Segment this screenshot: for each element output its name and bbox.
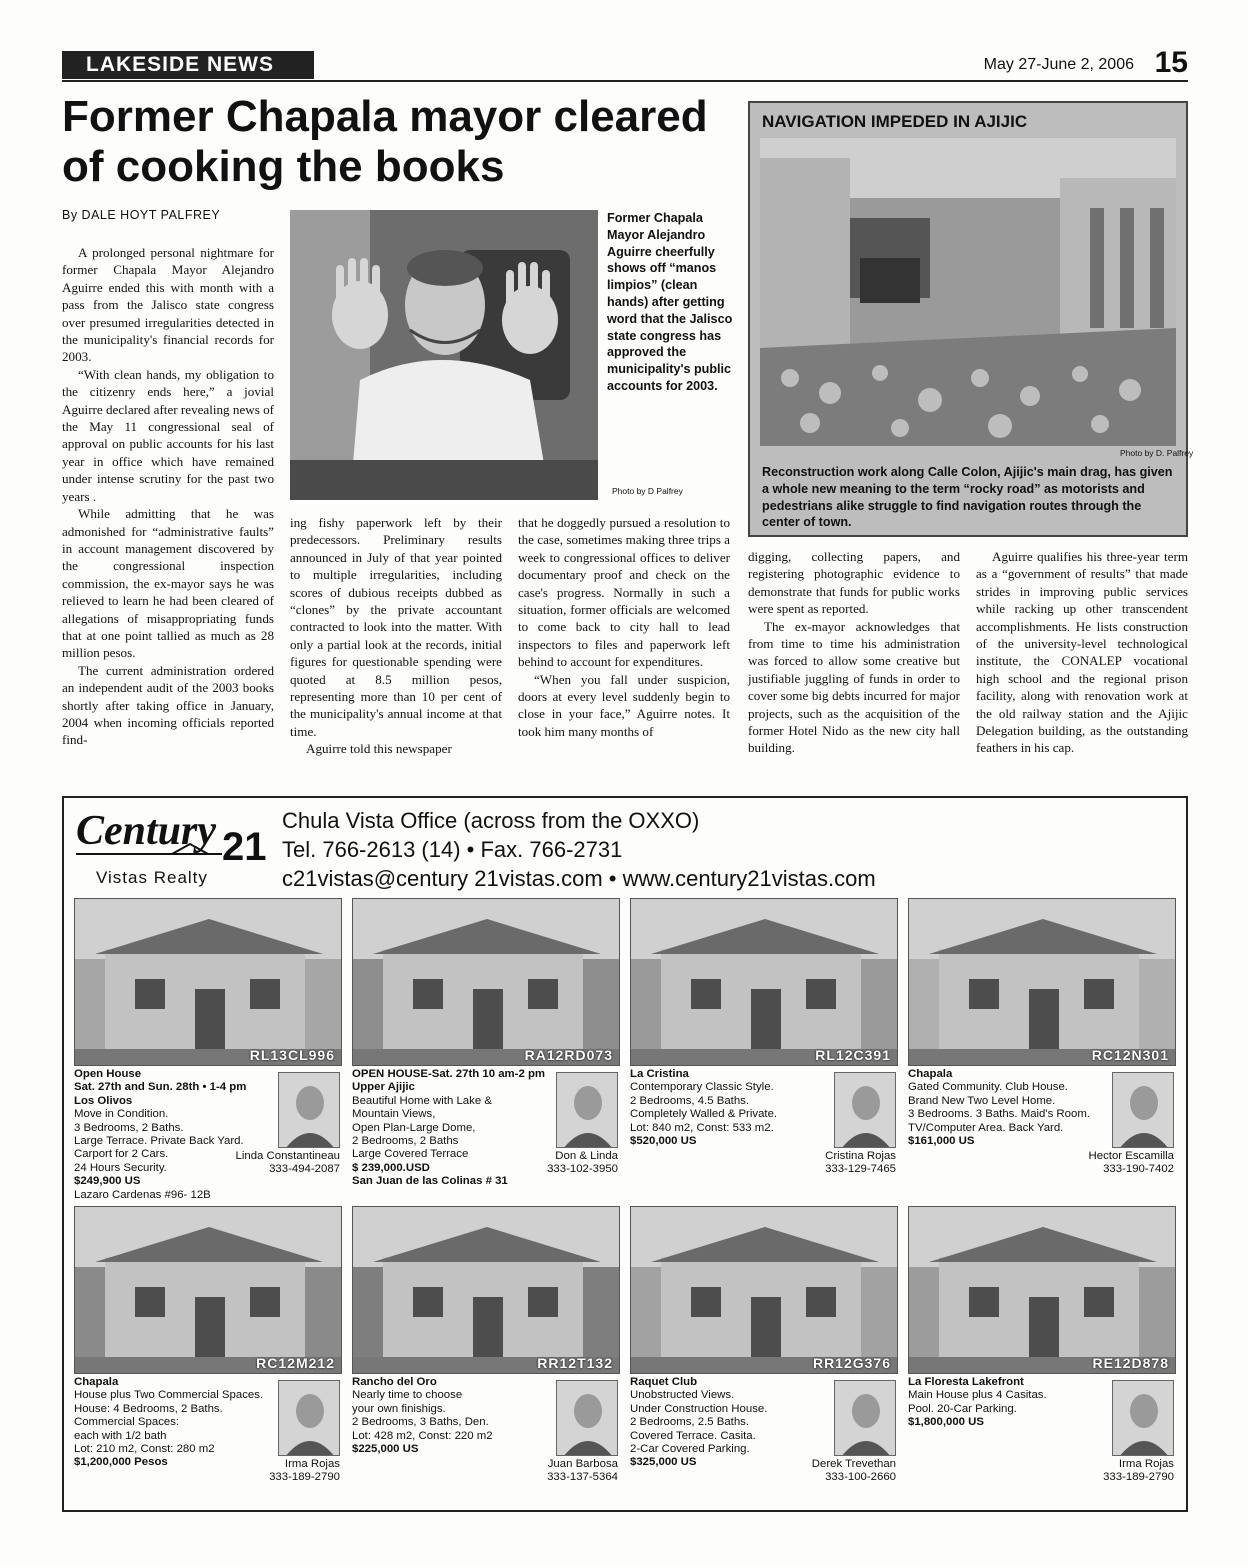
listing-line: Sat. 27th and Sun. 28th • 1-4 pm: [74, 1081, 247, 1094]
listing-line: Beautiful Home with Lake &: [352, 1094, 492, 1107]
agent-name: Hector Escamilla: [1088, 1150, 1174, 1162]
listing-photo[interactable]: [630, 1206, 898, 1374]
paragraph: The current administration ordered an independent audit of the 2003 books shortly after taking office in January, 2004 when incoming officials reported find-: [62, 662, 274, 748]
listing-description: [352, 1376, 552, 1456]
byline: By DALE HOYT PALFREY: [62, 208, 221, 222]
issue-date: May 27-June 2, 2006: [983, 56, 1134, 73]
agent-photo: [278, 1380, 340, 1456]
agent-contact: [220, 1150, 340, 1177]
listing-line: $520,000 US: [630, 1135, 697, 1148]
listing-line: each with 1/2 bath: [74, 1429, 167, 1442]
agent-contact: [1054, 1150, 1174, 1177]
agent-photo: [1112, 1380, 1174, 1456]
listing-line: Under Construction House.: [630, 1402, 768, 1415]
listing-photo[interactable]: [908, 1206, 1176, 1374]
agent-photo: [556, 1072, 618, 1148]
agent-photo: [834, 1072, 896, 1148]
paragraph: digging, collecting papers, and registering photographic evidence to demonstrate that funds for public works were spent as reported.: [748, 549, 960, 617]
paragraph: The ex-mayor acknowledges that from time to time his administration was forced to allow some creative but justifiable juggling of funds in order to cover some big debts incurred for major projects, such as the acquisition of the former Hotel Nido as the new city hall building.: [748, 618, 960, 756]
agent-name: Linda Constantineau: [235, 1150, 340, 1162]
listing-photo[interactable]: [630, 898, 898, 1066]
office-phone: Tel. 766-2613 (14) • Fax. 766-2731: [282, 837, 623, 862]
listing-line: La Cristina: [630, 1068, 689, 1080]
listing-line: Lot: 840 m2, Const: 533 m2.: [630, 1121, 774, 1134]
listing-line: Large Covered Terrace: [352, 1148, 469, 1161]
agent-phone: 333-189-2790: [1103, 1471, 1174, 1484]
listing-line: 2-Car Covered Parking.: [630, 1443, 750, 1456]
agent-name: Derek Trevethan: [811, 1458, 896, 1470]
agent-contact: [220, 1458, 340, 1485]
logo-number: 21: [222, 825, 267, 866]
agent-name: Irma Rojas: [1118, 1458, 1174, 1470]
page-number: 15: [1154, 46, 1188, 79]
article-column-3: [518, 514, 730, 740]
listing-line: Large Terrace. Private Back Yard.: [74, 1135, 244, 1148]
paragraph: A prolonged personal nightmare for former Chapala Mayor Alejandro Aguirre ended this with month with a pass from the Jalisco state congress over presumed irregularities detected in the municipality's financial records for 2003.: [62, 245, 274, 365]
agent-phone: 333-190-7402: [1103, 1163, 1174, 1176]
listing-line: 2 Bedrooms, 2.5 Baths.: [630, 1416, 750, 1429]
listing-code: RA12RD073: [524, 1047, 613, 1063]
agent-contact: [498, 1458, 618, 1485]
agent-contact: [776, 1458, 896, 1485]
listing-line: House: 4 Bedrooms, 2 Baths.: [74, 1402, 223, 1415]
section-tag: LAKESIDE NEWS: [62, 51, 314, 79]
listing-line: Upper Ajijic: [352, 1081, 415, 1094]
listing-code: RC12M212: [256, 1355, 335, 1371]
listing-line: Lot: 210 m2, Const: 280 m2: [74, 1443, 215, 1456]
article-column-5: [976, 548, 1188, 757]
listing-line: Pool. 20-Car Parking.: [908, 1402, 1017, 1415]
listing-line: Unobstructed Views.: [630, 1389, 735, 1402]
mayor-photo-illustration: [290, 210, 598, 500]
listing-line: 2 Bedrooms, 3 Baths, Den.: [352, 1416, 489, 1429]
photo-credit: Photo by D Palfrey: [612, 486, 683, 496]
agent-phone: 333-100-2660: [825, 1471, 896, 1484]
photo-caption: Former Chapala Mayor Alejandro Aguirre cheerfully shows off “manos limpios” (clean hands) after getting word that the Jalisco state congress has approved the municipality's public accounts for 2003.: [607, 211, 733, 393]
listing-code: RE12D878: [1092, 1355, 1169, 1371]
listing-line: Open House: [74, 1068, 142, 1080]
listing-line: $325,000 US: [630, 1456, 697, 1469]
listing-line: 3 Bedrooms, 2 Baths.: [74, 1121, 184, 1134]
street-photo: [760, 138, 1176, 446]
listing-code: RR12T132: [537, 1355, 613, 1371]
listing-line: Main House plus 4 Casitas.: [908, 1389, 1047, 1402]
article-column-1: [62, 244, 274, 749]
agent-photo: [278, 1072, 340, 1148]
listing-line: $161,000 US: [908, 1135, 975, 1148]
listing-line: $1,800,000 US: [908, 1416, 984, 1429]
agent-phone: 333-137-5364: [547, 1471, 618, 1484]
agent-phone: 333-189-2790: [269, 1471, 340, 1484]
listing-line: Lazaro Cardenas #96- 12B: [74, 1188, 211, 1201]
listing-line: Commercial Spaces:: [74, 1416, 180, 1429]
listing-line: Gated Community. Club House.: [908, 1081, 1068, 1094]
listing-description: [74, 1068, 274, 1202]
listing-photo[interactable]: [352, 1206, 620, 1374]
agent-photo: [1112, 1072, 1174, 1148]
listing-description: [630, 1376, 830, 1470]
listing-line: Los Olivos: [74, 1094, 133, 1107]
listing-line: $ 239,000.USD: [352, 1161, 430, 1174]
agent-contact: [498, 1150, 618, 1177]
listing-code: RL13CL996: [249, 1047, 335, 1063]
listing-line: La Floresta Lakefront: [908, 1376, 1024, 1388]
logo-subtitle: Vistas Realty: [96, 868, 208, 887]
agent-contact: [776, 1150, 896, 1177]
agent-phone: 333-494-2087: [269, 1163, 340, 1176]
sidebar-caption: Reconstruction work along Calle Colon, Ajijic's main drag, has given a whole new meaning to the term “rocky road” as motorists and pedestrians alike struggle to find navigation routes through the center of town.: [762, 465, 1173, 530]
listing-line: TV/Computer Area. Back Yard.: [908, 1121, 1064, 1134]
listing-line: Nearly time to choose: [352, 1389, 463, 1402]
listing-line: San Juan de las Colinas # 31: [352, 1175, 508, 1188]
listing-line: Chapala: [74, 1376, 119, 1388]
paragraph: that he doggedly pursued a resolution to the case, sometimes making three trips a week to congressional offices to deliver documentary proof and check on the case's progress. Normally in such a situation, former officials are welcomed to come back to city hall to lead inspectors to files and paperwork left behind to account for expenditures.: [518, 515, 730, 670]
listing-line: Contemporary Classic Style.: [630, 1081, 774, 1094]
agent-name: Irma Rojas: [284, 1458, 340, 1470]
listing-line: Brand New Two Level Home.: [908, 1094, 1056, 1107]
listing-code: RC12N301: [1091, 1047, 1169, 1063]
agent-phone: 333-102-3950: [547, 1163, 618, 1176]
paragraph: “When you fall under suspicion, doors at every level suddenly begin to close in your face,” Aguirre notes. It took him many months of: [518, 671, 730, 739]
headline: Former Chapala mayor cleared of cooking the books: [62, 92, 708, 191]
article-column-2: [290, 514, 502, 758]
listing-line: 3 Bedrooms. 3 Baths. Maid's Room.: [908, 1108, 1090, 1121]
listing-code: RL12C391: [815, 1047, 891, 1063]
listing-line: 2 Bedrooms, 4.5 Baths.: [630, 1094, 750, 1107]
agent-contact: [1054, 1458, 1174, 1485]
listing-code: RR12G376: [812, 1355, 891, 1371]
street-photo-illustration: [760, 138, 1176, 446]
listing-line: Move in Condition.: [74, 1108, 169, 1121]
listing-line: 2 Bedrooms, 2 Baths: [352, 1135, 459, 1148]
listing-line: OPEN HOUSE-Sat. 27th 10 am-2 pm: [352, 1068, 546, 1080]
listing-line: Mountain Views,: [352, 1108, 436, 1121]
paragraph: Aguirre qualifies his three-year term as a “government of results” that made strides in improving public services while racking up other transcendent accomplishments. He lists construction of the university-level technological institute, the CONALEP vocational high school and the regional prison facility, along with renovation work at the old railway station and the Ajijic Delegation building, as the outstanding feathers in his cap.: [976, 549, 1188, 756]
paragraph: “With clean hands, my obligation to the citizenry ends here,” a jovial Aguirre declared after revealing news of the May 11 congressional seal of approval on public accounts for his last year in office which have remained under intense scrutiny for the past two years .: [62, 366, 274, 504]
listing-description: [908, 1068, 1108, 1148]
listing-description: [74, 1376, 274, 1470]
listing-photo[interactable]: [352, 898, 620, 1066]
logo-word: Century: [76, 808, 217, 854]
mayor-photo: [290, 210, 598, 500]
listing-line: Carport for 2 Cars.: [74, 1148, 169, 1161]
agent-photo: [556, 1380, 618, 1456]
agent-phone: 333-129-7465: [825, 1163, 896, 1176]
listing-line: $249,900 US: [74, 1175, 141, 1188]
listing-description: [908, 1376, 1108, 1430]
sidebar-title: NAVIGATION IMPEDED IN AJIJIC: [762, 112, 1028, 131]
listing-line: Open Plan-Large Dome,: [352, 1121, 476, 1134]
sidebar-photo-credit: Photo by D. Palfrey: [1120, 448, 1194, 458]
agent-name: Don & Linda: [555, 1150, 618, 1162]
listing-line: Lot: 428 m2, Const: 220 m2: [352, 1429, 493, 1442]
paragraph: Aguirre told this newspaper: [306, 741, 452, 757]
listing-line: Completely Walled & Private.: [630, 1108, 778, 1121]
listing-photo[interactable]: [74, 1206, 342, 1374]
listing-line: Covered Terrace. Casita.: [630, 1429, 756, 1442]
listing-line: Raquet Club: [630, 1376, 698, 1388]
listing-line: your own finishigs.: [352, 1402, 446, 1415]
listing-line: 24 Hours Security.: [74, 1161, 167, 1174]
paragraph: ing fishy paperwork left by their predecessors. Preliminary results announced in July of that year pointed to multiple irregularities, including scores of dubious receipts dubbed as “clones” by the private accountant contracted to look into the matter. With only a partial look at the records, initial figures for questionable spending were quoted at 8.5 million pesos, representing more than 10 per cent of the municipality's annual income at that time.: [290, 515, 502, 739]
agent-name: Juan Barbosa: [547, 1458, 618, 1470]
listing-line: House plus Two Commercial Spaces.: [74, 1389, 264, 1402]
article-column-4: [748, 548, 960, 757]
header-rule: [62, 80, 1188, 82]
listing-photo[interactable]: [74, 898, 342, 1066]
office-info: [282, 806, 876, 893]
listing-description: [630, 1068, 830, 1148]
listing-line: $1,200,000 Pesos: [74, 1456, 168, 1469]
agent-name: Cristina Rojas: [825, 1150, 896, 1162]
office-web[interactable]: c21vistas@century 21vistas.com • www.century21vistas.com: [282, 866, 876, 891]
agent-photo: [834, 1380, 896, 1456]
listing-line: Rancho del Oro: [352, 1376, 437, 1388]
listing-line: Chapala: [908, 1068, 953, 1080]
paragraph: While admitting that he was admonished for “administrative faults” in account management discovered by the congressional inspection commission, the ex-mayor says he was relieved to learn he had been cleared of allegations of misappropriating funds that at one point tallied as much as 28 million pesos.: [62, 506, 274, 661]
logo-wordmark: [72, 804, 268, 866]
listing-photo[interactable]: [908, 898, 1176, 1066]
office-address: Chula Vista Office (across from the OXXO): [282, 808, 700, 833]
listing-line: $225,000 US: [352, 1443, 419, 1456]
